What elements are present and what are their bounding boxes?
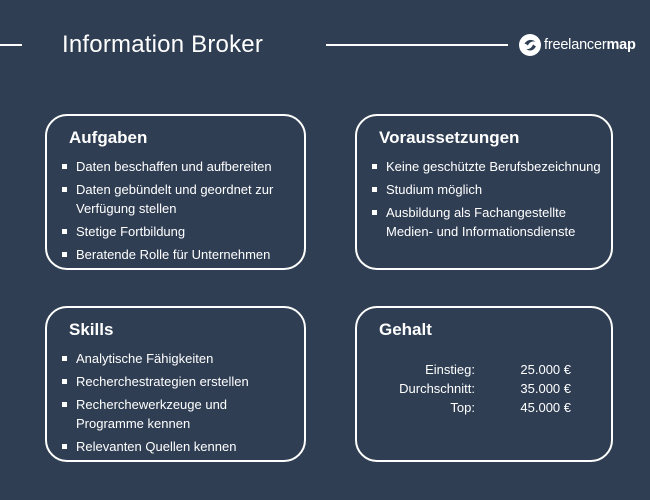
list-item: Studium möglich: [371, 180, 605, 199]
card-title-gehalt: Gehalt: [379, 320, 432, 339]
card-title-aufgaben: Aufgaben: [69, 128, 148, 147]
salary-row: [357, 379, 611, 398]
salary-label: Top:: [450, 400, 475, 415]
list-item: Analytische Fähigkeiten: [61, 349, 298, 368]
salary-value: 25.000 €: [520, 362, 571, 377]
freelancermap-logo: [519, 33, 636, 57]
logo-text-bold: map: [606, 37, 636, 53]
card-skills: [45, 306, 306, 462]
list-item: Daten gebündelt und geordnet zur Verfügung stellen: [61, 180, 298, 218]
list-item: Ausbildung als Fachangestellte Medien- und Informationsdienste: [371, 203, 605, 241]
page-title: Information Broker: [62, 31, 264, 58]
card-title-voraussetzungen: Voraussetzungen: [379, 128, 520, 147]
list-item: Stetige Fortbildung: [61, 222, 298, 241]
list-item: Beratende Rolle für Unternehmen: [61, 245, 298, 264]
freelancermap-logo-icon: [519, 34, 541, 56]
logo-text-light: freelancer: [544, 37, 607, 53]
card-aufgaben: [45, 114, 306, 270]
skills-list: [61, 349, 298, 460]
list-item: Daten beschaffen und aufbereiten: [61, 157, 298, 176]
card-gehalt: [355, 306, 613, 462]
salary-table: [357, 360, 611, 417]
header-rule-right: [326, 44, 508, 46]
salary-label: Einstieg:: [425, 362, 475, 377]
list-item: Recherchestrategien erstellen: [61, 372, 298, 391]
card-title-skills: Skills: [69, 320, 114, 339]
salary-value: 35.000 €: [520, 381, 571, 396]
logo-wordmark: [544, 35, 636, 55]
voraussetzungen-list: [371, 157, 605, 245]
aufgaben-list: [61, 157, 298, 268]
salary-value: 45.000 €: [520, 400, 571, 415]
card-voraussetzungen: [355, 114, 613, 270]
salary-row: [357, 398, 611, 417]
salary-label: Durchschnitt:: [399, 381, 475, 396]
salary-row: [357, 360, 611, 379]
header-rule-left: [0, 44, 22, 46]
list-item: Keine geschützte Berufsbezeichnung: [371, 157, 605, 176]
list-item: Relevanten Quellen kennen: [61, 437, 298, 456]
list-item: Recherchewerkzeuge und Programme kennen: [61, 395, 298, 433]
